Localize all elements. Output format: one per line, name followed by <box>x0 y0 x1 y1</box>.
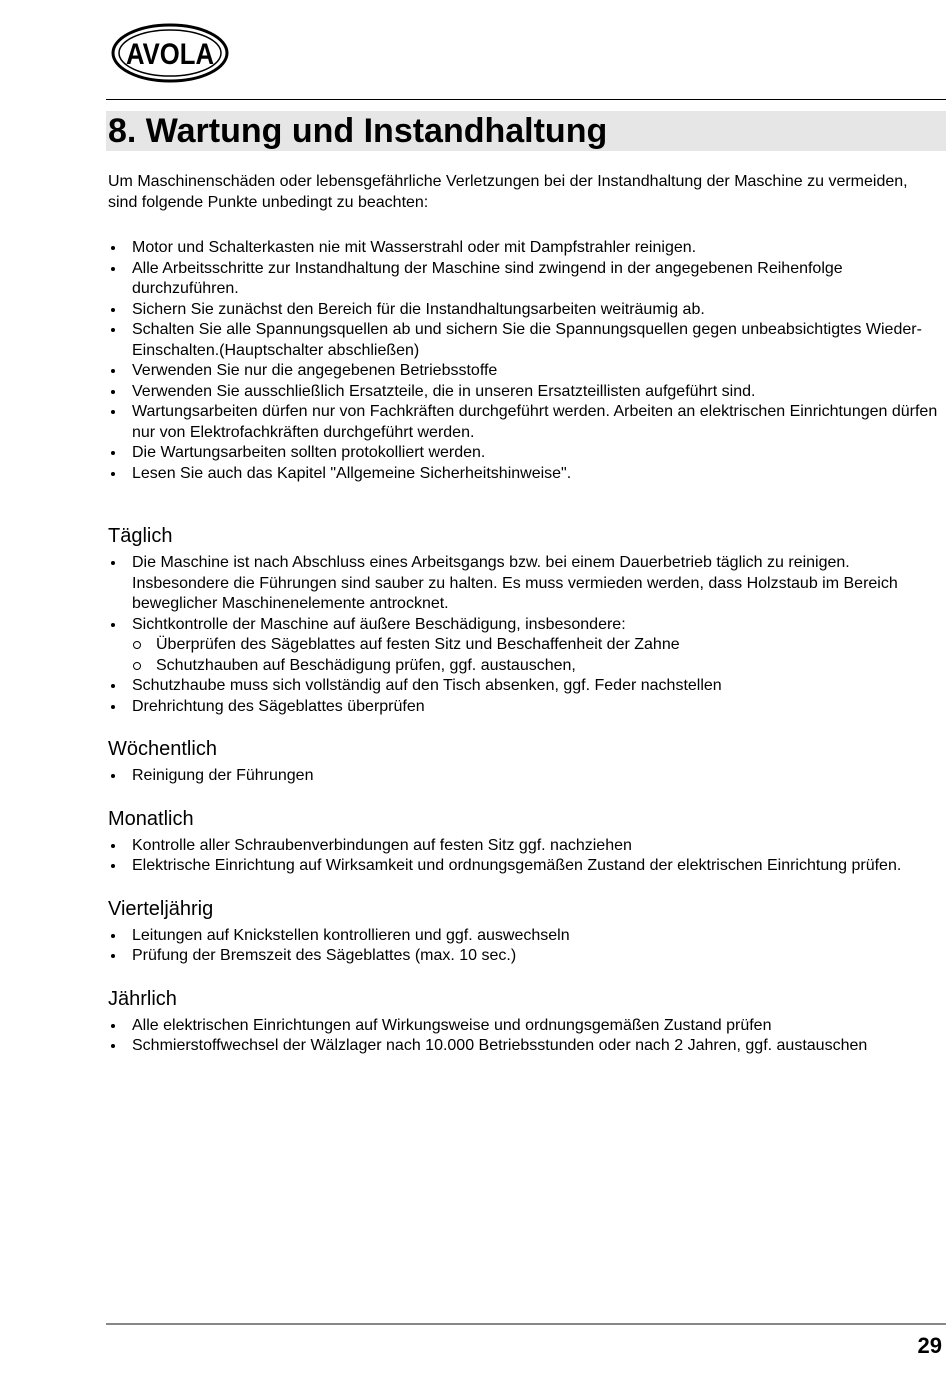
sub-list-item: Überprüfen des Sägeblattes auf festen Sitz und Beschaffenheit der Zahne <box>132 635 938 656</box>
list-item: Schalten Sie alle Spannungsquellen ab und sichern Sie die Spannungsquellen gegen unbeabsichtigtes Wieder-Einschalten.(Hauptschalter abschließen) <box>108 320 938 361</box>
logo-text: AVOLA <box>126 38 214 71</box>
header-rule <box>106 99 946 100</box>
list-item: Prüfung der Bremszeit des Sägeblattes (max. 10 sec.) <box>108 946 938 967</box>
main-content <box>108 172 938 1057</box>
list-item: Die Maschine ist nach Abschluss eines Arbeitsgangs bzw. bei einem Dauerbetrieb täglich zu reinigen. Insbesondere die Führungen sind sauber zu halten. Es muss vermieden werden, dass Holzstaub im Bereich beweglicher Maschinenelemente antrocknet. <box>108 553 938 615</box>
sub-list-item: Schutzhauben auf Beschädigung prüfen, ggf. austauschen, <box>132 656 938 677</box>
list-item: Motor und Schalterkasten nie mit Wasserstrahl oder mit Dampfstrahler reinigen. <box>108 238 938 259</box>
title-bar <box>106 111 946 151</box>
list-item: Schutzhaube muss sich vollständig auf den Tisch absenken, ggf. Feder nachstellen <box>108 676 938 697</box>
avola-logo <box>110 22 230 84</box>
list-item: Wartungsarbeiten dürfen nur von Fachkräften durchgeführt werden. Arbeiten an elektrischen Einrichtungen dürfen nur von Elektrofachkräften durchgeführt werden. <box>108 402 938 443</box>
list-item: Lesen Sie auch das Kapitel "Allgemeine Sicherheitshinweise". <box>108 464 938 485</box>
section-heading-daily: Täglich <box>108 525 173 547</box>
daily-sublist <box>132 635 938 676</box>
list-item: Drehrichtung des Sägeblattes überprüfen <box>108 697 938 718</box>
daily-list <box>108 553 938 717</box>
list-item: Verwenden Sie ausschließlich Ersatzteile, die in unseren Ersatzteillisten aufgeführt sind. <box>108 382 938 403</box>
section-heading-quarterly: Vierteljährig <box>108 897 214 920</box>
weekly-list <box>108 766 938 787</box>
list-item: Verwenden Sie nur die angegebenen Betriebsstoffe <box>108 361 938 382</box>
list-item: Kontrolle aller Schraubenverbindungen auf festen Sitz ggf. nachziehen <box>108 836 938 857</box>
footer-rule <box>106 1323 946 1325</box>
list-item: Die Wartungsarbeiten sollten protokolliert werden. <box>108 443 938 464</box>
yearly-list <box>108 1016 944 1057</box>
general-list <box>108 238 938 484</box>
list-item: Reinigung der Führungen <box>108 766 938 787</box>
list-item: Sichern Sie zunächst den Bereich für die Instandhaltungsarbeiten weiträumig ab. <box>108 300 938 321</box>
list-item: Leitungen auf Knickstellen kontrollieren und ggf. auswechseln <box>108 926 938 947</box>
list-item: Alle elektrischen Einrichtungen auf Wirkungsweise und ordnungsgemäßen Zustand prüfen <box>108 1016 944 1037</box>
list-item <box>108 615 938 677</box>
list-item: Alle Arbeitsschritte zur Instandhaltung der Maschine sind zwingend in der angegebenen Reihenfolge durchzuführen. <box>108 259 938 300</box>
section-heading-monthly: Monatlich <box>108 807 194 830</box>
page-number: 29 <box>917 1333 942 1358</box>
page-title: 8. Wartung und Instandhaltung <box>108 112 608 150</box>
list-item: Schmierstoffwechsel der Wälzlager nach 10.000 Betriebsstunden oder nach 2 Jahren, ggf. austauschen <box>108 1036 944 1057</box>
intro-paragraph: Um Maschinenschäden oder lebensgefährliche Verletzungen bei der Instandhaltung der Maschine zu vermeiden, sind folgende Punkte unbedingt zu beachten: <box>108 173 908 211</box>
monthly-list <box>108 836 938 877</box>
quarterly-list <box>108 926 938 967</box>
list-item-text: Sichtkontrolle der Maschine auf äußere Beschädigung, insbesondere: <box>132 615 626 633</box>
section-heading-weekly: Wöchentlich <box>108 738 217 760</box>
section-heading-yearly: Jährlich <box>108 987 177 1010</box>
list-item: Elektrische Einrichtung auf Wirksamkeit und ordnungsgemäßen Zustand der elektrischen Einrichtung prüfen. <box>108 856 938 877</box>
